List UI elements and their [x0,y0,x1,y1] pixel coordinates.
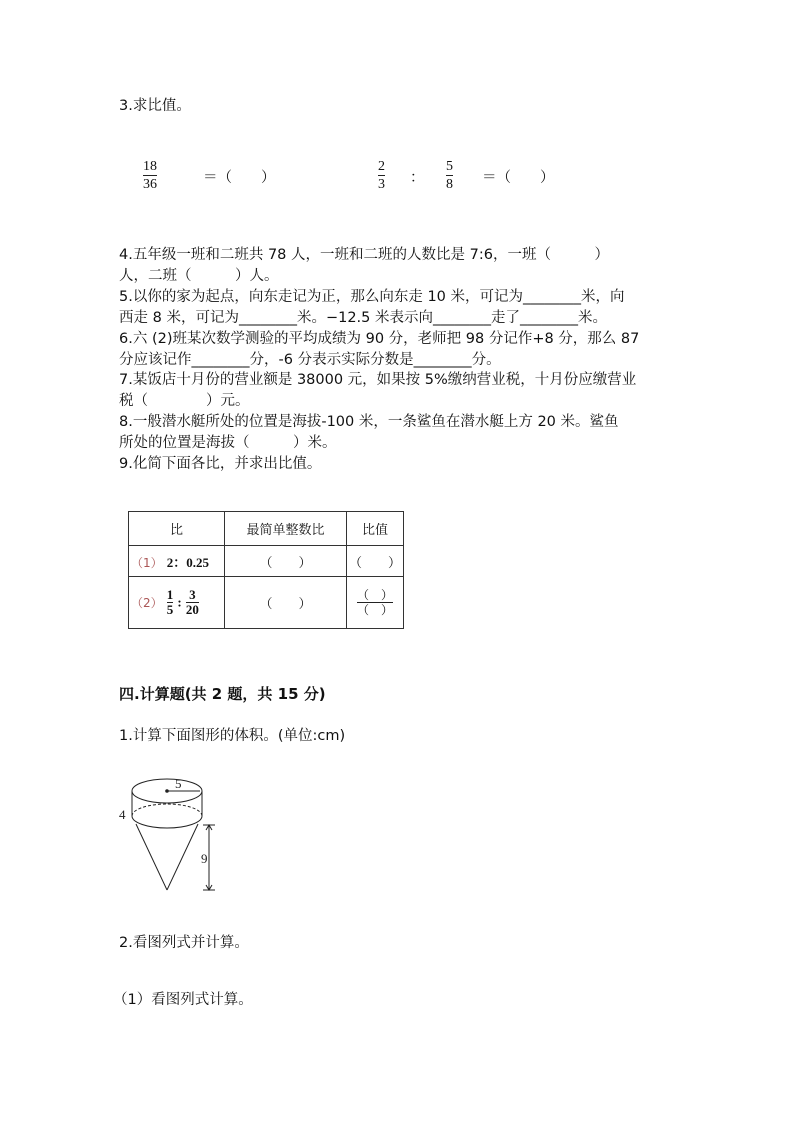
numerator: 3 [189,587,196,602]
ratio-expr: 2：0.25 [166,554,210,570]
center-dot [165,789,169,793]
section-heading: 四.计算题(共 2 题，共 15 分) [119,685,326,703]
table-header-row [129,512,404,546]
value-fraction-blank [357,588,393,617]
radius-label: 5 [175,776,182,791]
fraction-3-20 [186,588,199,617]
ratio-colon: : [177,594,182,610]
cone-height-label: 9 [201,851,208,866]
denominator: 3 [378,177,385,192]
q5-line2: 西走 8 米，可记为________米。−12.5 米表示向________走了________米。 [119,310,607,326]
ratio-table [128,511,404,629]
c1-title: 1.计算下面图形的体积。(单位:cm) [119,728,346,744]
q4-line2: 人，二班（ ）人。 [119,268,279,284]
denominator: 8 [446,177,453,192]
table-row [129,577,404,629]
q3-title: 3.求比值。 [119,98,191,114]
cylinder-height-label: 4 [119,807,126,822]
q6-line2: 分应该记作________分，-6 分表示实际分数是________分。 [119,352,501,368]
c2-subtitle: （1）看图列式计算。 [113,992,253,1008]
q4-line1: 4.五年级一班和二班共 78 人，一班和二班的人数比是 7:6，一班（ ） [119,247,609,263]
q7-line1: 7.某饭店十月份的营业额是 38000 元，如果按 5%缴纳营业税，十月份应缴营业 [119,372,637,388]
header-value: 比值 [347,512,404,546]
q5-line1: 5.以你的家为起点，向东走记为正，那么向东走 10 米，可记为________米，向 [119,289,625,305]
simplest-blank: （ ） [225,577,347,629]
q8-line2: 所处的位置是海拔（ ）米。 [119,435,337,451]
row-index: （1） [131,555,163,570]
row-index: （2） [131,596,163,610]
fraction-2-3 [378,159,385,192]
answer-blank-2: ＝（ ） [482,170,555,186]
denominator: 20 [185,602,199,617]
simplest-blank: （ ） [225,546,347,577]
cylinder-cone-figure [112,772,222,897]
header-ratio: 比 [129,512,225,546]
numerator: 2 [378,159,385,174]
denominator-blank: （ ） [356,602,393,617]
numerator-blank: （ ） [356,587,393,602]
value-blank: （ ） [347,546,404,577]
numerator: 1 [166,587,174,602]
header-simplest: 最简单整数比 [225,512,347,546]
ratio-colon: ： [410,170,425,186]
numerator: 5 [446,159,453,174]
q6-line1: 6.六 (2)班某次数学测验的平均成绩为 90 分，老师把 98 分记作+8 分，那么 87 [119,331,640,347]
c2-title: 2.看图列式并计算。 [119,935,249,951]
denominator: 5 [166,602,174,617]
fraction-1-5 [167,588,174,617]
numerator: 18 [143,159,157,174]
answer-blank-1: ＝（ ） [203,170,276,186]
denominator: 36 [143,177,157,192]
fraction-5-8 [446,159,453,192]
q8-line1: 8.一般潜水艇所处的位置是海拔-100 米，一条鲨鱼在潜水艇上方 20 米。鲨鱼 [119,414,619,430]
table-row [129,546,404,577]
q7-line2: 税（ ）元。 [119,393,250,409]
q9-title: 9.化简下面各比，并求出比值。 [119,456,322,472]
fraction-18-36 [143,159,157,192]
